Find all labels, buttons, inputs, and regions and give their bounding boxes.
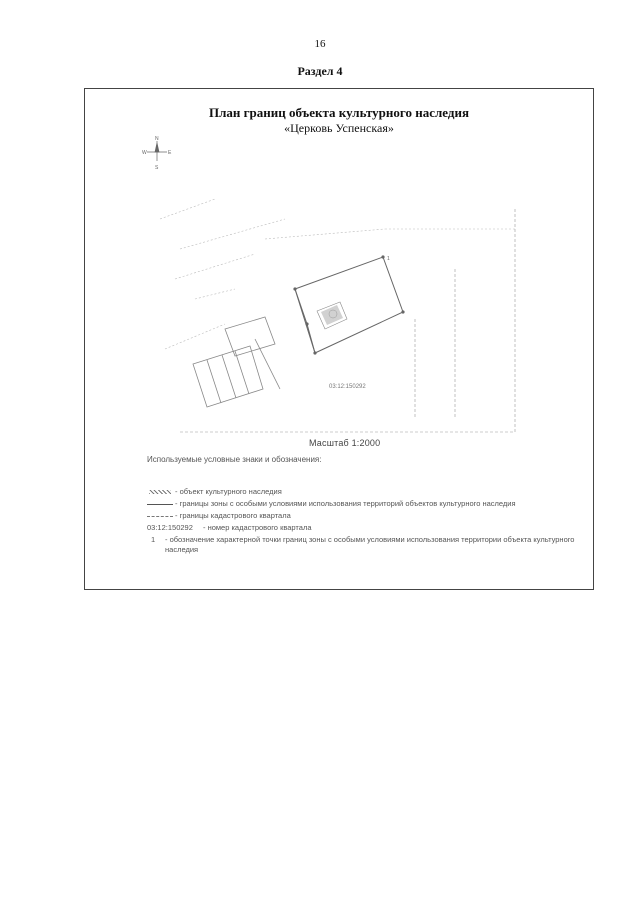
legend-point-symbol: 1 (151, 535, 156, 544)
legend-heading: Используемые условные знаки и обозначения: (147, 455, 322, 464)
legend-item-text: - номер кадастрового квартала (203, 523, 312, 532)
boundary-point-label: 1 (387, 256, 390, 262)
compass-north: N (155, 136, 159, 142)
legend-item-cadastral-number (147, 523, 587, 533)
legend-item-heritage-object (147, 487, 587, 497)
boundary-map (85, 89, 595, 489)
legend-item-text: - объект культурного наследия (175, 487, 282, 496)
legend (147, 455, 587, 557)
cadastral-boundary (180, 209, 515, 432)
legend-item-text: - границы кадастрового квартала (175, 511, 291, 520)
legend-item-zone-boundary (147, 499, 587, 509)
hatch-symbol-icon (147, 487, 175, 497)
compass-icon (142, 136, 172, 171)
solid-line-symbol-icon (147, 499, 175, 509)
map-scale: Масштаб 1:2000 (309, 438, 381, 448)
legend-code-symbol: 03:12:150292 (147, 523, 193, 532)
parcel-label: 03:12:150292 (329, 384, 366, 390)
plan-subtitle: «Церковь Успенская» (284, 121, 394, 135)
legend-item-cadastral-boundary (147, 511, 587, 521)
compass-east: E (168, 150, 172, 156)
compass-south: S (155, 165, 159, 171)
church-footprint (317, 302, 347, 329)
left-buildings (193, 317, 280, 407)
section-title: Раздел 4 (297, 64, 343, 78)
plan-frame (84, 88, 594, 590)
compass-west: W (142, 150, 147, 156)
dashed-line-symbol-icon (147, 511, 175, 521)
legend-item-point (147, 535, 587, 555)
protection-zone-boundary (295, 257, 403, 353)
plan-title: План границ объекта культурного наследия (209, 105, 469, 120)
legend-item-text: - границы зоны с особыми условиями использования территорий объектов культурного наследия (175, 499, 516, 508)
page-number: 16 (314, 38, 326, 50)
legend-item-text: - обозначение характерной точки границ зоны с особыми условиями использования территории объекта культурного наследия (165, 535, 575, 554)
